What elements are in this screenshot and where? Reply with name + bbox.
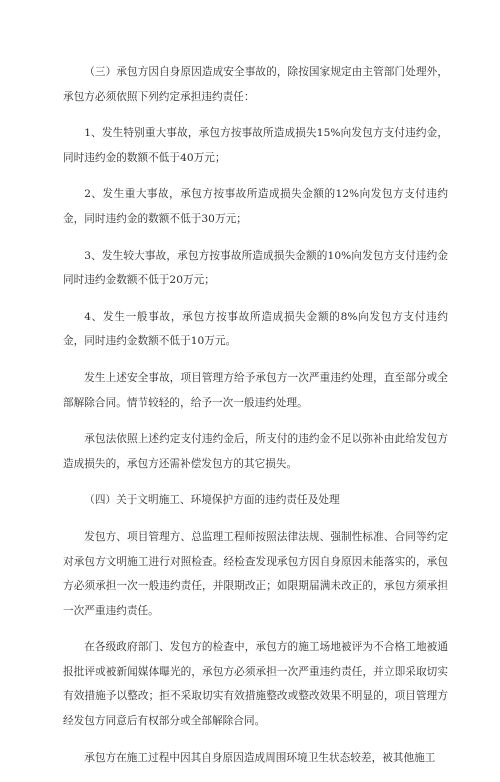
paragraph-safety-accident-intro: （三）承包方因自身原因造成安全事故的，除按国家规定由主管部门处理外，承包方必须依照下列约定承担违约责任： (63, 66, 448, 103)
paragraph-item-4: 4、发生一般事故，承包方按事故所造成损失金额的8%向发包方支付违约金，同时违约金数额不低于10万元。 (63, 310, 448, 348)
paragraph-government-inspection: 在各级政府部门、发包方的检查中，承包方的施工场地被评为不合格工地被通报批评或被新闻媒体曝光的，承包方必须承担一次严重违约责任，并立即采取切实有效措施予以整改；拒不采取切实有效措施整改或整改效果不明显的，项目管理方经发包方同意后有权部分或全部解除合同。 (63, 641, 448, 728)
paragraph-item-3: 3、发生较大事故，承包方按事故所造成损失金额的10%向发包方支付违约金同时违约金数额不低于20万元； (63, 249, 448, 287)
section-heading-civilized-construction: （四）关于文明施工、环境保护方面的违约责任及处理 (84, 494, 340, 507)
paragraph-contract-handling: 发生上述安全事故，项目管理方给予承包方一次严重违约处理，直至部分或全部解除合同。情节较轻的，给予一次一般违约处理。 (63, 371, 448, 409)
paragraph-compensation: 承包法依照上述约定支付违约金后，所支付的违约金不足以弥补由此给发包方造成损失的，承包方还需补偿发包方的其它损失。 (63, 433, 448, 470)
paragraph-environment-truncated: 承包方在施工过程中因其自身原因造成周围环境卫生状态较差，被其他施工 (84, 751, 436, 764)
document-body (63, 60, 448, 782)
paragraph-item-1: 1、发生特别重大事故，承包方按事故所造成损失15%向发包方支付违约金，同时违约金的数额不低于40万元； (63, 127, 448, 164)
paragraph-inspection: 发包方、项目管理方、总监理工程师按照法律法规、强制性标准、合同等约定对承包方文明施工进行对照检查。经检查发现承包方因自身原因未能落实的，承包方必须承担一次一般违约责任，并限期改正；如限期届满未改正的，承包方须承担一次严重违约责任。 (63, 530, 448, 617)
paragraph-item-2: 2、发生重大事故，承包方按事故所造成损失金额的12%向发包方支付违约金，同时违约金的数额不低于30万元； (63, 188, 448, 225)
